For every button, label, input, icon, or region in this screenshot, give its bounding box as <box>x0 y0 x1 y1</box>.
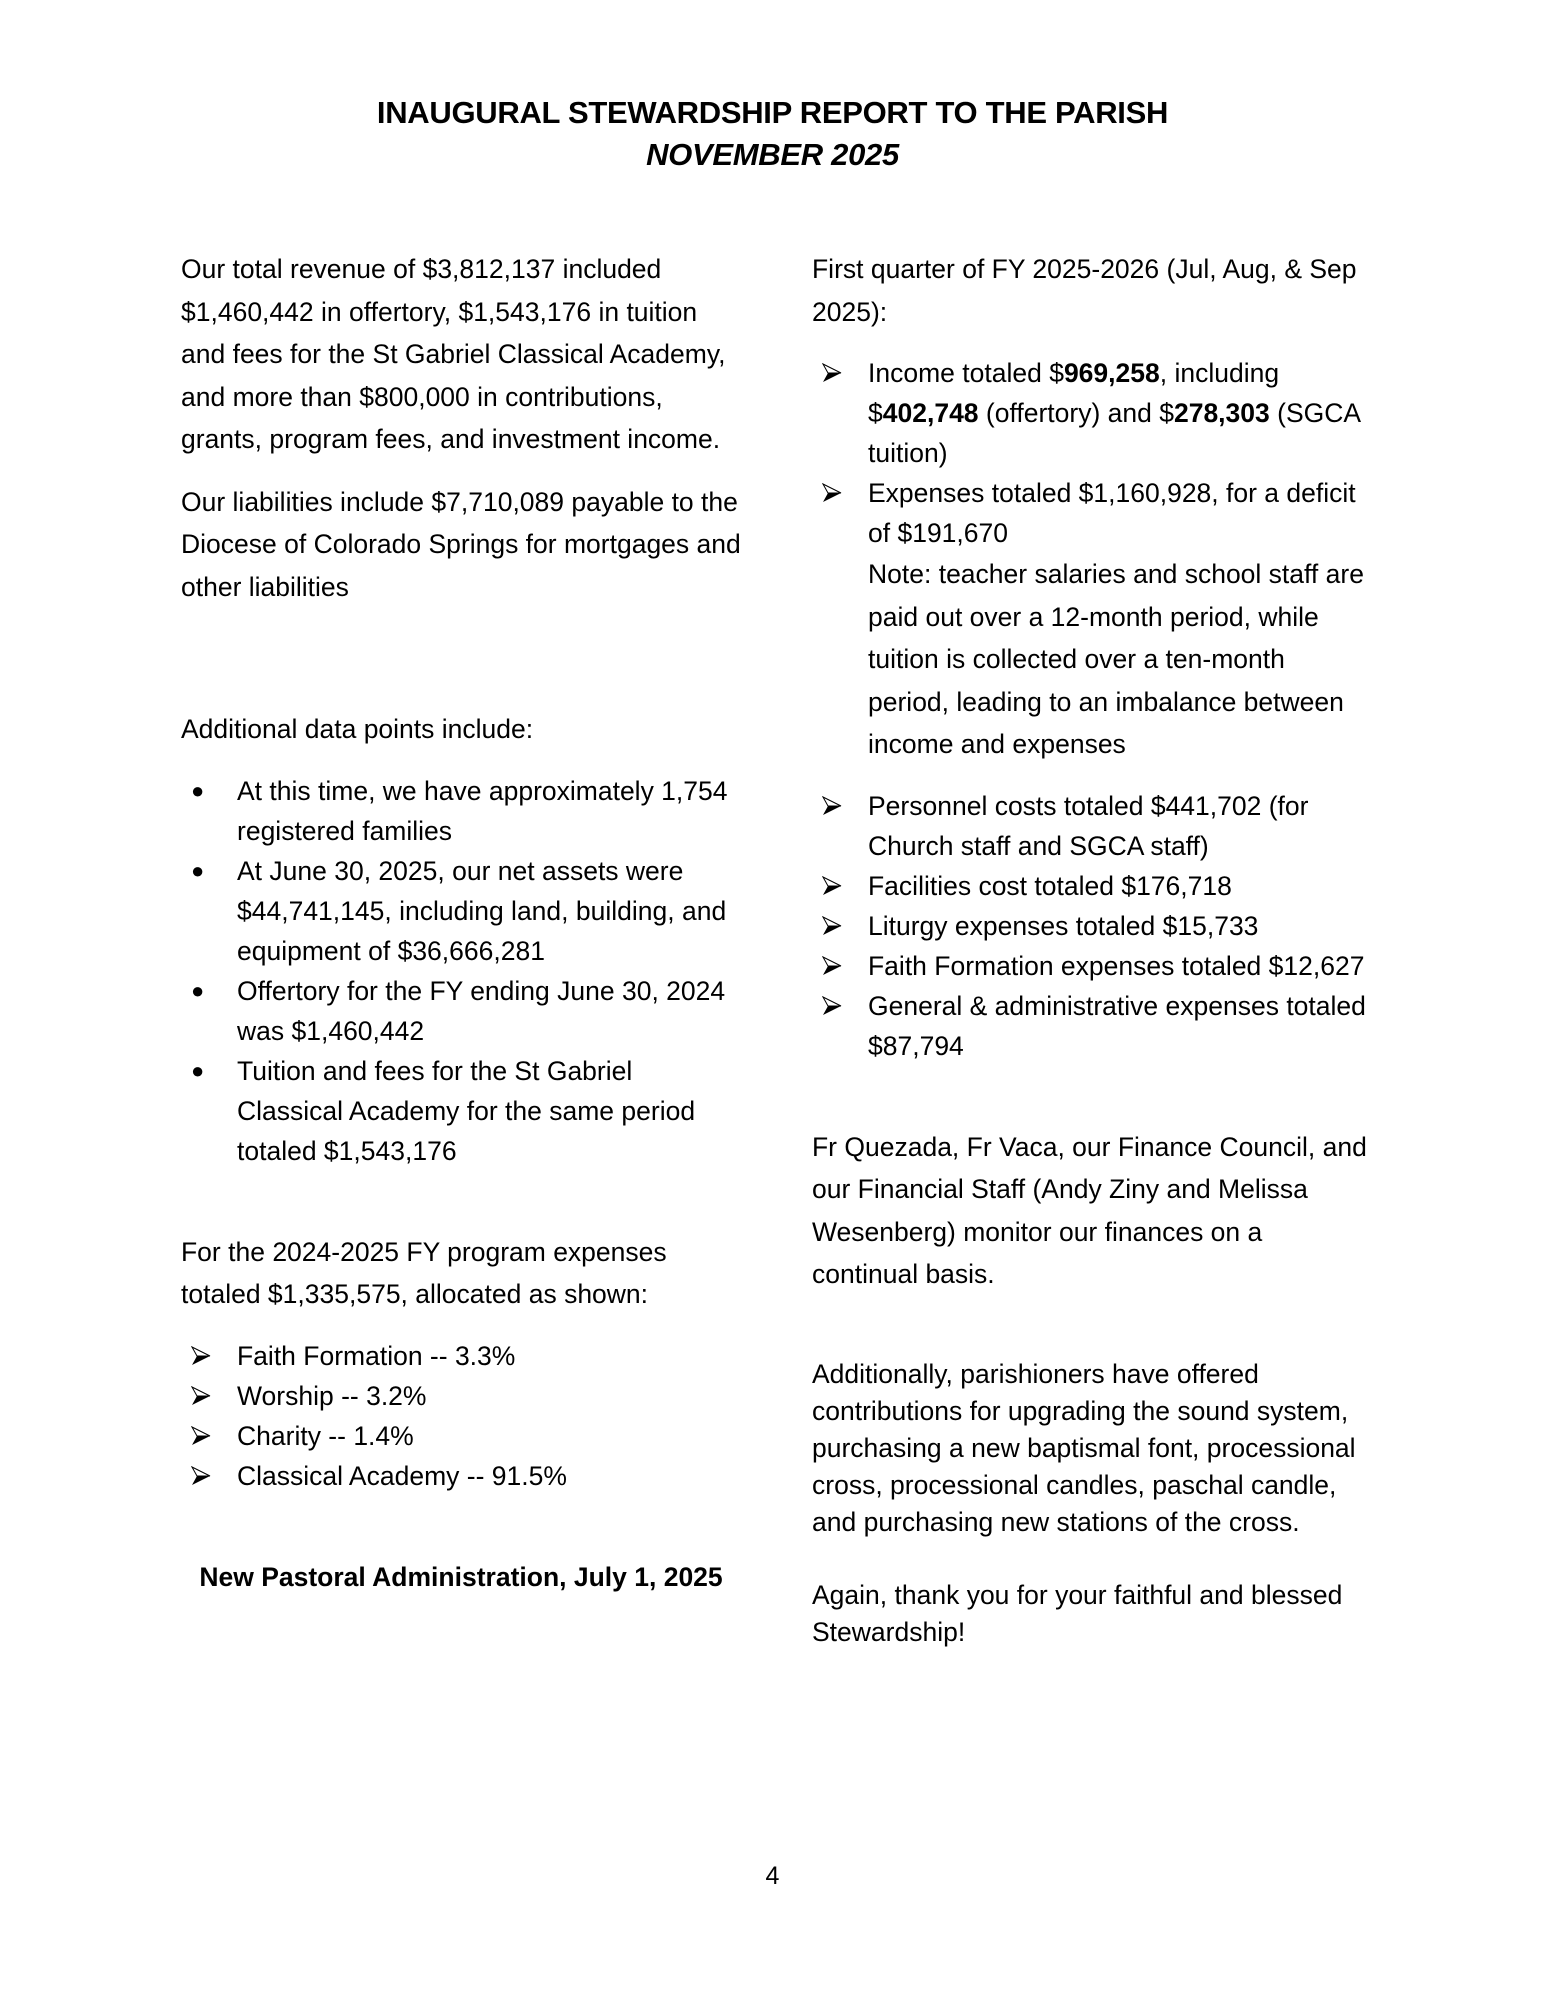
quarter-summary-list <box>812 353 1372 766</box>
monitor-paragraph: Fr Quezada, Fr Vaca, our Finance Council, and our Financial Staff (Andy Ziny and Melissa Wesenberg) monitor our finances on a continual basis. <box>812 1131 1367 1289</box>
contributions-paragraph: Additionally, parishioners have offered contributions for upgrading the sound system, purchasing a new baptismal font, processional cross, processional candles, paschal candle, and purchasing new stations of the cross. <box>812 1358 1356 1537</box>
left-column <box>181 248 741 1599</box>
tuition-amount: 278,303 <box>1173 398 1270 428</box>
list-item-expenses: Expenses totaled $1,160,928, for a deficit of $191,670 Note: teacher salaries and school staff are paid out over a 12-month period, while tuition is collected over a ten-month period, leading to an imbalance between income and expenses <box>812 473 1372 766</box>
report-title: INAUGURAL STEWARDSHIP REPORT TO THE PARISH <box>376 95 1169 130</box>
revenue-paragraph: Our total revenue of $3,812,137 included $1,460,442 in offertory, $1,543,176 in tuition and fees for the St Gabriel Classical Academy, and more than $800,000 in contributions, grants, program fees, and investment income. <box>181 254 726 454</box>
list-item: Charity -- 1.4% <box>181 1416 741 1456</box>
arrow-bullet-icon <box>822 786 850 837</box>
list-item: ● At June 30, 2025, our net assets were $44,741,145, including land, building, and equipment of $36,666,281 <box>181 851 741 971</box>
liabilities-paragraph: Our liabilities include $7,710,089 payable to the Diocese of Colorado Springs for mortgages and other liabilities <box>181 486 741 602</box>
program-expenses-intro: For the 2024-2025 FY program expenses totaled $1,335,575, allocated as shown: <box>181 1236 667 1309</box>
quarter-intro: First quarter of FY 2025-2026 (Jul, Aug, & Sep 2025): <box>812 254 1357 327</box>
list-item: Faith Formation -- 3.3% <box>181 1336 741 1376</box>
bullet-icon: ● <box>191 777 205 803</box>
data-points-intro: Additional data points include: <box>181 714 534 744</box>
arrow-bullet-icon <box>191 1456 219 1507</box>
arrow-bullet-icon <box>822 353 850 404</box>
bullet-icon: ● <box>191 857 205 883</box>
list-item: Faith Formation expenses totaled $12,627 <box>812 946 1372 986</box>
list-item: Liturgy expenses totaled $15,733 <box>812 906 1372 946</box>
list-item: ● Tuition and fees for the St Gabriel Classical Academy for the same period totaled $1,543,176 <box>181 1051 741 1171</box>
list-item: ● At this time, we have approximately 1,754 registered families <box>181 771 741 851</box>
right-column <box>812 248 1372 1651</box>
arrow-bullet-icon <box>822 986 850 1037</box>
list-item: General & administrative expenses totaled $87,794 <box>812 986 1372 1066</box>
note-text: Note: teacher salaries and school staff are paid out over a 12-month period, while tuition is collected over a ten-month period, leading to an imbalance between income and expenses <box>868 559 1364 759</box>
list-item-income: Income totaled $969,258, including $402,748 (offertory) and $278,303 (SGCA tuition) <box>812 353 1372 473</box>
page-header <box>0 92 1545 176</box>
program-allocation-list <box>181 1336 741 1496</box>
bullet-icon: ● <box>191 977 205 1003</box>
list-item: Worship -- 3.2% <box>181 1376 741 1416</box>
list-item: Classical Academy -- 91.5% <box>181 1456 741 1496</box>
bullet-icon: ● <box>191 1057 205 1083</box>
data-points-list <box>181 771 741 1171</box>
thanks-paragraph: Again, thank you for your faithful and blessed Stewardship! <box>812 1579 1343 1647</box>
arrow-bullet-icon <box>822 473 850 524</box>
income-total: 969,258 <box>1063 358 1160 388</box>
list-item: Personnel costs totaled $441,702 (for Church staff and SGCA staff) <box>812 786 1372 866</box>
list-item: ● Offertory for the FY ending June 30, 2024 was $1,460,442 <box>181 971 741 1051</box>
new-admin-heading: New Pastoral Administration, July 1, 2025 <box>199 1561 723 1592</box>
expense-items-list <box>812 786 1372 1066</box>
page-number: 4 <box>765 1862 780 1890</box>
list-item: Facilities cost totaled $176,718 <box>812 866 1372 906</box>
offertory-amount: 402,748 <box>882 398 979 428</box>
report-date: NOVEMBER 2025 <box>646 137 899 172</box>
